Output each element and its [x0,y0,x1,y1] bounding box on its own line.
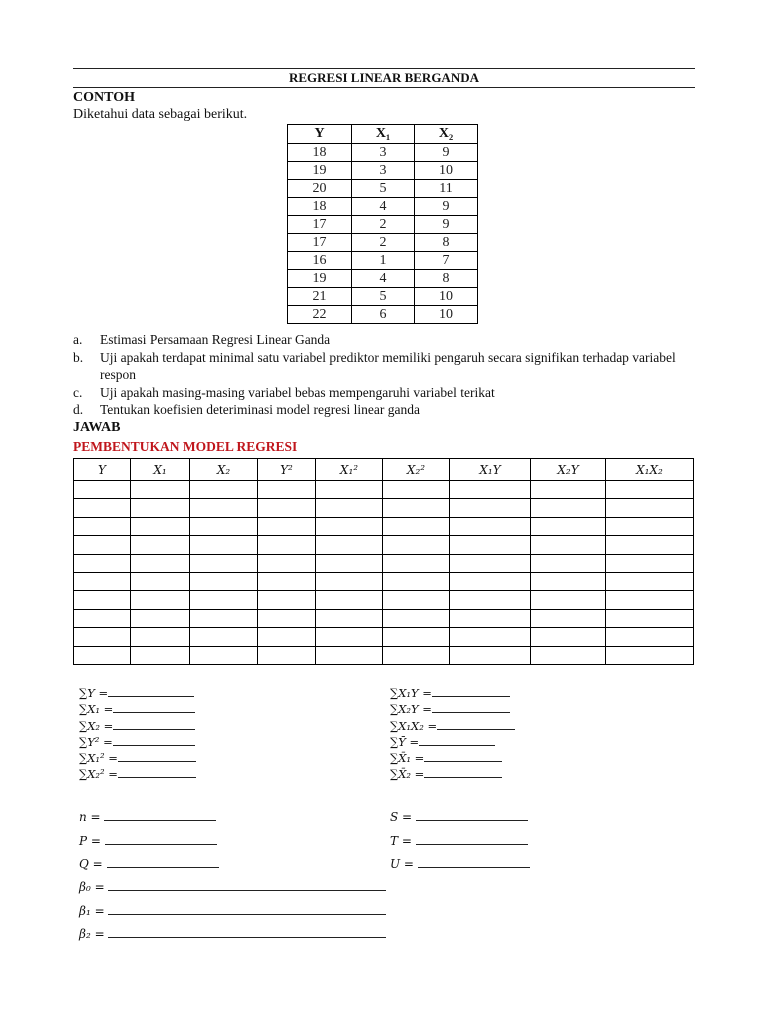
worksheet-cell[interactable] [190,591,258,609]
worksheet-cell[interactable] [131,628,190,646]
worksheet-table [73,458,694,665]
worksheet-cell[interactable] [383,517,450,535]
worksheet-cell[interactable] [258,591,316,609]
worksheet-cell[interactable] [190,536,258,554]
worksheet-cell[interactable] [190,499,258,517]
param-line [79,830,219,854]
worksheet-cell[interactable] [606,481,694,499]
data-row [288,252,478,270]
column-header: Y [288,125,352,144]
param-label: Q = [79,857,103,871]
column-header: X₁² [316,459,383,481]
worksheet-cell[interactable] [74,536,131,554]
worksheet-cell[interactable] [131,591,190,609]
worksheet-cell[interactable] [316,554,383,572]
worksheet-cell[interactable] [383,536,450,554]
worksheet-cell[interactable] [606,591,694,609]
column-header: Y [74,459,131,481]
data-cell: 5 [352,180,415,198]
params-left [79,806,219,877]
sum-line [79,734,196,750]
data-row [288,234,478,252]
param-label: T = [390,833,412,848]
data-row [288,216,478,234]
beta-line [79,900,386,924]
worksheet-cell[interactable] [190,628,258,646]
worksheet-cell[interactable] [74,554,131,572]
worksheet-cell[interactable] [258,628,316,646]
worksheet-cell[interactable] [316,609,383,627]
worksheet-cell[interactable] [74,481,131,499]
worksheet-cell[interactable] [316,517,383,535]
sum-line [79,718,196,734]
worksheet-row [74,517,694,535]
answer-blank[interactable] [424,767,502,778]
worksheet-cell[interactable] [450,554,531,572]
data-cell: 8 [415,270,478,288]
data-cell: 22 [288,306,352,324]
data-cell: 10 [415,162,478,180]
param-line [79,806,219,830]
question-list [73,331,699,419]
worksheet-cell[interactable] [74,609,131,627]
sum-label: ∑Y = [79,686,109,700]
worksheet-cell[interactable] [531,591,606,609]
worksheet-header [74,459,694,481]
data-cell: 9 [415,198,478,216]
worksheet-cell[interactable] [606,646,694,664]
data-row [288,306,478,324]
worksheet-cell[interactable] [190,517,258,535]
worksheet-cell[interactable] [74,628,131,646]
sum-label: ∑X₂² = [79,767,118,782]
column-header: X₂Y [531,459,606,481]
worksheet-cell[interactable] [258,572,316,590]
worksheet-row [74,646,694,664]
worksheet-cell[interactable] [450,536,531,554]
sum-label: ∑X₁Y = [390,686,432,700]
data-cell: 9 [415,216,478,234]
worksheet-cell[interactable] [531,481,606,499]
worksheet-cell[interactable] [531,572,606,590]
worksheet-cell[interactable] [531,554,606,572]
data-cell: 19 [288,162,352,180]
worksheet-cell[interactable] [606,554,694,572]
worksheet-cell[interactable] [383,554,450,572]
worksheet-cell[interactable] [258,646,316,664]
title-underline [73,87,695,88]
worksheet-cell[interactable] [316,499,383,517]
worksheet-cell[interactable] [383,499,450,517]
answer-blank[interactable] [105,834,217,845]
data-cell: 21 [288,288,352,306]
worksheet-cell[interactable] [383,628,450,646]
worksheet-cell[interactable] [383,572,450,590]
sum-label: ∑X̄₁ = [390,751,425,766]
answer-blank[interactable] [113,719,195,730]
worksheet-cell[interactable] [74,591,131,609]
worksheet-cell[interactable] [450,628,531,646]
worksheet-cell[interactable] [190,572,258,590]
worksheet-cell[interactable] [131,517,190,535]
worksheet-cell[interactable] [190,609,258,627]
data-cell: 8 [415,234,478,252]
beta-label: β₂ = [79,927,105,941]
worksheet-cell[interactable] [606,536,694,554]
worksheet-cell[interactable] [531,536,606,554]
sum-line [79,750,196,766]
sum-line [390,701,515,717]
data-row [288,144,478,162]
sum-label: ∑X₁X₂ = [390,718,438,733]
data-table-header [288,125,478,144]
param-line [390,853,530,877]
worksheet-cell[interactable] [450,646,531,664]
data-cell: 11 [415,180,478,198]
worksheet-cell[interactable] [131,572,190,590]
question-text: Tentukan koefisien deteriminasi model regresi linear ganda [100,402,420,417]
worksheet-cell[interactable] [383,646,450,664]
worksheet-cell[interactable] [74,646,131,664]
data-row [288,162,478,180]
worksheet-cell[interactable] [316,646,383,664]
worksheet-cell[interactable] [450,591,531,609]
worksheet-cell[interactable] [190,554,258,572]
question-number: c. [73,384,83,400]
worksheet-cell[interactable] [258,481,316,499]
data-cell: 10 [415,288,478,306]
sum-line [79,766,196,782]
section-title: PEMBENTUKAN MODEL REGRESI [73,439,298,454]
answer-blank[interactable] [416,810,528,821]
worksheet-cell[interactable] [258,536,316,554]
answer-blank[interactable] [104,810,216,821]
worksheet-row [74,536,694,554]
sums-left [79,685,196,783]
data-cell: 4 [352,270,415,288]
worksheet-row [74,499,694,517]
sum-label: ∑X₁ = [79,702,114,717]
worksheet-cell[interactable] [131,609,190,627]
worksheet-row [74,628,694,646]
sums-right [390,685,515,783]
worksheet-cell[interactable] [316,572,383,590]
worksheet-cell[interactable] [74,517,131,535]
param-line [390,830,530,854]
param-label: S = [390,810,413,824]
data-cell: 20 [288,180,352,198]
data-cell: 17 [288,234,352,252]
question-text: Uji apakah masing-masing variabel bebas mempengaruhi variabel terikat [100,384,495,400]
data-cell: 17 [288,216,352,234]
column-header: X₁ [131,459,190,481]
data-row [288,198,478,216]
worksheet-row [74,481,694,499]
beta-line [79,923,386,947]
worksheet-cell[interactable] [190,481,258,499]
worksheet-cell[interactable] [450,517,531,535]
worksheet-cell[interactable] [383,591,450,609]
worksheet-cell[interactable] [74,572,131,590]
question-item [73,384,699,402]
params-right [390,806,530,877]
sum-label: ∑X₁² = [79,751,118,766]
answer-blank[interactable] [418,857,530,868]
worksheet-cell[interactable] [74,499,131,517]
worksheet-cell[interactable] [383,609,450,627]
worksheet-cell[interactable] [190,646,258,664]
worksheet-row [74,609,694,627]
beta-label: β₁ = [79,903,105,918]
column-header: X₂ [190,459,258,481]
question-text: Uji apakah terdapat minimal satu variabel prediktor memiliki pengaruh secara signifikan terhadap variabel respon [100,349,676,382]
data-row [288,270,478,288]
document-title: REGRESI LINEAR BERGANDA [289,70,479,85]
column-header: X₁ [352,125,415,144]
worksheet-cell[interactable] [131,554,190,572]
answer-blank[interactable] [108,927,386,938]
data-cell: 10 [415,306,478,324]
worksheet-cell[interactable] [316,481,383,499]
sum-line [390,718,515,734]
worksheet-cell[interactable] [316,628,383,646]
question-number: a. [73,332,83,347]
answer-blank[interactable] [432,702,510,713]
column-header: X₁X₂ [606,459,694,481]
column-header: X₂² [383,459,450,481]
worksheet-cell[interactable] [606,572,694,590]
worksheet-cell[interactable] [316,591,383,609]
top-rule [73,68,695,69]
sum-line [390,766,515,782]
answer-blank[interactable] [113,702,195,713]
intro-text: Diketahui data sebagai berikut. [73,107,248,122]
sum-label: ∑X₂Y = [390,702,432,717]
sum-line [390,734,515,750]
question-number: d. [73,402,84,417]
worksheet-cell[interactable] [131,646,190,664]
answer-blank[interactable] [108,904,386,915]
data-cell: 18 [288,198,352,216]
data-cell: 2 [352,234,415,252]
sum-label: ∑Y² = [79,734,113,749]
data-cell: 5 [352,288,415,306]
worksheet-cell[interactable] [606,517,694,535]
sum-line [79,701,196,717]
answer-blank[interactable] [108,686,194,697]
question-item [73,331,699,349]
worksheet-cell[interactable] [258,609,316,627]
answer-heading: JAWAB [73,420,121,435]
data-cell: 3 [352,162,415,180]
answer-blank[interactable] [424,751,502,762]
worksheet-cell[interactable] [606,609,694,627]
sum-label: ∑X̄₂ = [390,767,425,782]
worksheet-cell[interactable] [531,517,606,535]
data-cell: 18 [288,144,352,162]
param-label: n = [79,810,101,824]
question-item [73,349,699,384]
data-cell: 4 [352,198,415,216]
column-header: Y² [258,459,316,481]
sum-label: ∑X₂ = [79,718,114,733]
answer-blank[interactable] [432,686,510,697]
worksheet-cell[interactable] [131,536,190,554]
example-heading: CONTOH [73,90,135,105]
beta-line [79,876,386,900]
worksheet-cell[interactable] [606,499,694,517]
worksheet-row [74,572,694,590]
worksheet-cell[interactable] [531,646,606,664]
worksheet-cell[interactable] [258,517,316,535]
answer-blank[interactable] [118,751,196,762]
worksheet-cell[interactable] [606,628,694,646]
answer-blank[interactable] [108,880,386,891]
worksheet-cell[interactable] [131,499,190,517]
worksheet-cell[interactable] [316,536,383,554]
worksheet-cell[interactable] [383,481,450,499]
data-cell: 1 [352,252,415,270]
worksheet-row [74,591,694,609]
answer-blank[interactable] [416,834,528,845]
question-item [73,401,699,419]
param-line [79,853,219,877]
answer-blank[interactable] [113,735,195,746]
sum-line [390,750,515,766]
question-text: Estimasi Persamaan Regresi Linear Ganda [100,332,331,347]
param-label: P = [79,833,101,848]
data-cell: 7 [415,252,478,270]
answer-blank[interactable] [118,767,196,778]
data-row [288,180,478,198]
sum-label: ∑Ȳ = [390,734,420,749]
param-line [390,806,530,830]
data-cell: 2 [352,216,415,234]
worksheet-cell[interactable] [450,499,531,517]
column-header: X₂ [415,125,478,144]
worksheet-cell[interactable] [258,554,316,572]
data-cell: 16 [288,252,352,270]
data-cell: 19 [288,270,352,288]
sum-line [79,685,196,701]
column-header: X₁Y [450,459,531,481]
question-number: b. [73,349,84,365]
worksheet-cell[interactable] [258,499,316,517]
param-label: U = [390,857,414,871]
data-cell: 3 [352,144,415,162]
beta-label: β₀ = [79,880,105,894]
data-cell: 6 [352,306,415,324]
worksheet-row [74,554,694,572]
worksheet-cell[interactable] [450,572,531,590]
worksheet-cell[interactable] [450,481,531,499]
worksheet-cell[interactable] [531,499,606,517]
worksheet-cell[interactable] [450,609,531,627]
data-table [287,124,478,324]
data-cell: 9 [415,144,478,162]
worksheet-cell[interactable] [131,481,190,499]
answer-blank[interactable] [437,719,515,730]
answer-blank[interactable] [107,857,219,868]
data-row [288,288,478,306]
worksheet-cell[interactable] [531,609,606,627]
worksheet-cell[interactable] [531,628,606,646]
answer-blank[interactable] [419,735,495,746]
coefficients [79,876,386,947]
sum-line [390,685,515,701]
